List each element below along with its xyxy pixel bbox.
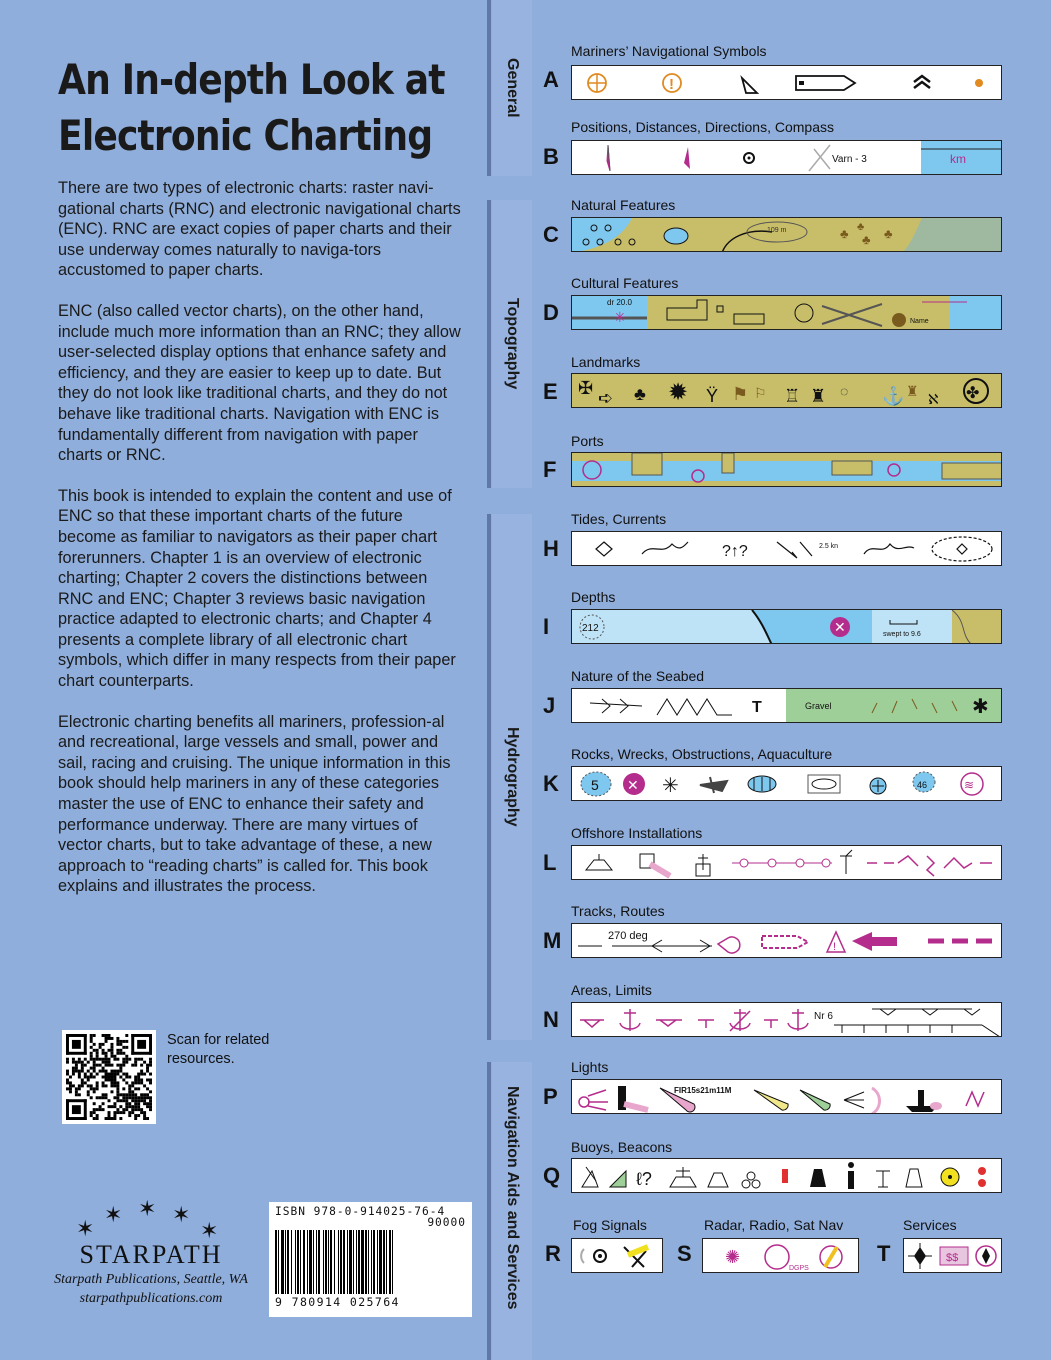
svg-text:♜: ♜ [906, 383, 919, 399]
row-n-label: Areas, Limits [571, 982, 652, 998]
light-characteristic-text: FIR15s21m11M [674, 1086, 732, 1095]
row-t-label: Services [903, 1217, 957, 1233]
row-h-symbols [571, 531, 1002, 566]
qr-code-graphic [66, 1034, 152, 1120]
row-e-symbols [571, 373, 1002, 408]
section-navaids [492, 1062, 532, 1360]
section-topography [492, 200, 532, 488]
svg-text:♖: ♖ [784, 386, 801, 406]
row-s-symbols [702, 1238, 859, 1273]
isbn-price-code: 90000 [427, 1216, 466, 1229]
svg-text:⚓: ⚓ [882, 386, 905, 406]
divider-navaids [487, 1062, 491, 1360]
km-text: km [950, 152, 966, 166]
svg-text:✺: ✺ [725, 1247, 741, 1267]
row-s-label: Radar, Radio, Sat Nav [704, 1217, 844, 1233]
publisher-location: Starpath Publications, Seattle, WA [54, 1272, 248, 1287]
paragraph-3: This book is intended to explain the content and use of ENC so that these important charts of the future become as familiar to navigators as their paper chart forerunners. Chapter 1 is an overview of electronic charting; Chapter 2 covers the distinctions between RNC and ENC; Chapter 3 reviews basic navigation practice adapted to electronic charts; and Chapter 4 presents a complete library of all electronic chart symbols, which differ in many respects from their paper chart counterparts. [58, 486, 456, 691]
rock-depth-text: 5 [591, 777, 599, 793]
svg-text:T: T [752, 699, 762, 716]
svg-text:♣: ♣ [862, 232, 871, 247]
row-l-symbols [571, 845, 1002, 880]
row-j-letter: J [543, 693, 556, 718]
row-i-letter: I [543, 614, 550, 639]
svg-text:✱: ✱ [972, 696, 989, 718]
depth-text: 212 [582, 623, 599, 634]
section-hydrography [492, 514, 532, 1040]
svg-text:✕: ✕ [627, 777, 639, 793]
section-hydrography-label: Hydrography [504, 727, 521, 827]
row-c-symbols [571, 217, 1002, 252]
isbn-text: ISBN 978-0-914025-76-4 [275, 1205, 446, 1218]
gravel-text: Gravel [805, 701, 832, 711]
divider-general [487, 0, 491, 176]
row-m-symbols [571, 923, 1002, 958]
row-c-letter: C [543, 222, 559, 247]
book-title [58, 52, 462, 164]
row-n-letter: N [543, 1007, 559, 1032]
qr-code[interactable] [62, 1030, 156, 1124]
section-topography-label: Topography [504, 298, 521, 390]
barcode-bars [275, 1230, 466, 1294]
row-t-letter: T [877, 1241, 891, 1266]
obstruction-depth-text: 46 [917, 780, 928, 790]
row-a-symbols [571, 65, 1002, 100]
row-i-label: Depths [571, 589, 616, 605]
row-q-symbols [571, 1158, 1002, 1193]
title-line-2: Electronic Charting [58, 111, 433, 160]
publisher-logo [40, 1196, 262, 1308]
row-j-symbols [571, 688, 1002, 723]
area-number-text: Nr 6 [814, 1011, 833, 1022]
row-k-symbols [571, 766, 1002, 801]
variation-text: Varn - 3 [832, 154, 867, 165]
row-p-letter: P [543, 1084, 558, 1109]
row-r-label: Fog Signals [573, 1217, 647, 1233]
stars-icon: ✶ ✶ ✶ ✶ ✶ [76, 1196, 219, 1243]
svg-text:♣: ♣ [840, 226, 849, 241]
svg-text:✳: ✳ [614, 309, 626, 325]
svg-text:✹: ✹ [668, 379, 689, 406]
row-l-label: Offshore Installations [571, 825, 703, 841]
svg-text:!: ! [669, 76, 674, 93]
section-general-label: General [504, 58, 521, 118]
name-text: Name [910, 318, 929, 325]
row-a-letter: A [543, 67, 559, 92]
svg-text:✳: ✳ [662, 775, 679, 797]
svg-text:✠: ✠ [578, 378, 594, 398]
row-k-label: Rocks, Wrecks, Obstructions, Aquaculture [571, 746, 833, 762]
row-a-label: Mariners’ Navigational Symbols [571, 43, 767, 59]
svg-text:ℵ: ℵ [928, 391, 939, 407]
svg-text:♣: ♣ [857, 221, 865, 233]
paragraph-2: ENC (also called vector charts), on the other hand, include much more information than an RNC; they allow user-selected display options that enhance safety and efficiency, and they are easier to keep up to date. But they do not look like traditional charts, and they do not behave like traditional charts. Navigation with ENC is fundamentally different from navigation with paper charts or RNC. [58, 301, 461, 465]
row-f-label: Ports [571, 433, 604, 449]
row-c-label: Natural Features [571, 197, 676, 213]
course-text: 270 deg [608, 930, 648, 942]
svg-text:⚑: ⚑ [732, 384, 749, 404]
row-l-letter: L [543, 850, 557, 875]
title-line-1: An In-depth Look at [58, 55, 445, 104]
row-e-label: Landmarks [571, 354, 641, 370]
row-s-letter: S [677, 1241, 692, 1266]
row-p-label: Lights [571, 1059, 609, 1075]
divider-topography [487, 200, 491, 488]
section-navaids-label: Navigation Aids and Services [504, 1086, 521, 1310]
row-m-letter: M [543, 928, 562, 953]
qr-caption: Scan for related resources. [167, 1032, 270, 1067]
row-d-symbols [571, 295, 1002, 330]
svg-text:$$: $$ [946, 1252, 959, 1264]
publisher-brand: STARPATH [79, 1240, 223, 1269]
row-n-symbols [571, 1002, 1002, 1037]
row-d-label: Cultural Features [571, 275, 679, 291]
row-m-label: Tracks, Routes [571, 903, 665, 919]
swept-text: swept to 9.6 [883, 631, 921, 638]
row-p-symbols [571, 1079, 1002, 1114]
row-t-symbols [903, 1238, 1002, 1273]
svg-text:?↑?: ?↑? [722, 543, 748, 560]
svg-text:Ÿ: Ÿ [706, 386, 719, 406]
svg-text:⚐: ⚐ [754, 385, 767, 401]
row-q-letter: Q [543, 1163, 561, 1188]
row-i-symbols [571, 609, 1002, 644]
row-h-label: Tides, Currents [571, 511, 667, 527]
svg-text:ℓ?: ℓ? [636, 1169, 652, 1189]
row-e-letter: E [543, 379, 558, 404]
paragraph-4: Electronic charting benefits all mariners, profession-al and recreational, large vessels and small, power and sail, racing and cruising. The unique information in this book should help mariners in any of these categories master the use of ENC to enhance their safety and performance underway. There are many virtues of vector charts, but to take advantage of these, a new approach to “reading charts” is called for. This book explains and illustrates the process. [58, 712, 451, 896]
description [58, 178, 463, 897]
row-f-letter: F [543, 457, 557, 482]
row-r-symbols [571, 1238, 663, 1273]
svg-text:♜: ♜ [810, 386, 827, 406]
row-b-label: Positions, Distances, Directions, Compass [571, 119, 834, 135]
svg-text:✕: ✕ [834, 619, 846, 635]
isbn-barcode-box [269, 1202, 472, 1317]
cover-left-column [58, 52, 463, 897]
svg-text:!: ! [833, 941, 837, 953]
row-d-letter: D [543, 300, 559, 325]
publisher-website[interactable]: starpathpublications.com [79, 1291, 223, 1306]
row-b-letter: B [543, 144, 559, 169]
svg-text:◌: ◌ [840, 383, 849, 399]
row-h-letter: H [543, 536, 559, 561]
row-r-letter: R [545, 1241, 561, 1266]
row-f-symbols [571, 452, 1002, 487]
row-k-letter: K [543, 771, 559, 796]
row-q-label: Buoys, Beacons [571, 1139, 673, 1155]
current-speed-text: 2.5 kn [819, 543, 839, 550]
barcode-number: 9 780914 025764 [275, 1295, 400, 1309]
divider-hydrography [487, 514, 491, 1040]
section-general [492, 0, 532, 176]
row-b-symbols [571, 140, 1002, 175]
dgps-text: DGPS [789, 1265, 809, 1272]
row-j-label: Nature of the Seabed [571, 668, 705, 684]
svg-text:➪: ➪ [598, 388, 614, 408]
svg-text:≋: ≋ [964, 778, 975, 792]
contour-text: 109 m [767, 227, 787, 234]
svg-text:✤: ✤ [966, 385, 980, 402]
svg-text:♣: ♣ [634, 384, 646, 404]
paragraph-1: There are two types of electronic charts: raster navi-gational charts (RNC) and electronic navigational charts (ENC). RNC are exact copies of paper charts and their use underway comes naturally to naviga-tors accustomed to paper charts. [58, 179, 461, 280]
dr-text: dr 20.0 [607, 298, 632, 307]
svg-text:♣: ♣ [884, 226, 893, 241]
